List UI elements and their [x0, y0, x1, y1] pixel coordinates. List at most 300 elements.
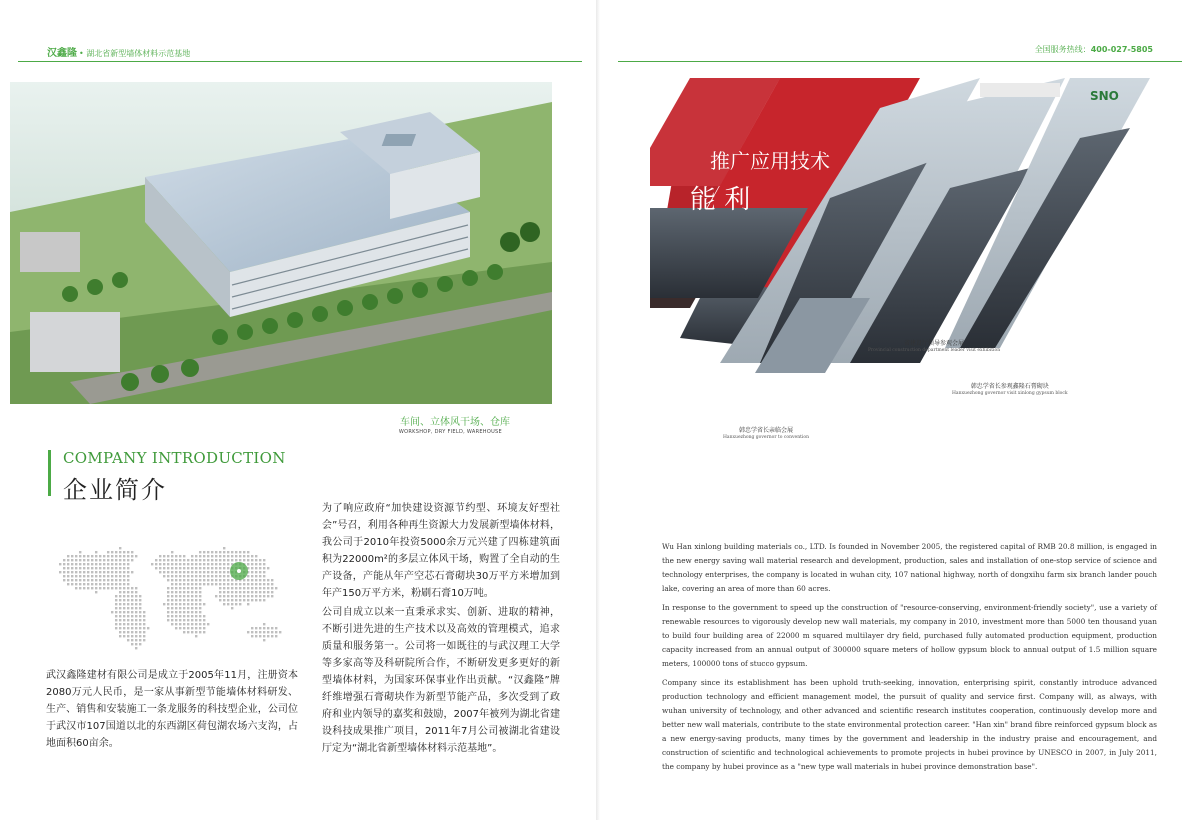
- map-dot: [71, 571, 73, 573]
- map-dot: [135, 635, 137, 637]
- map-dot: [255, 587, 257, 589]
- map-dot: [107, 555, 109, 557]
- map-dot: [263, 579, 265, 581]
- map-dot: [223, 575, 225, 577]
- map-dot: [167, 603, 169, 605]
- map-dot: [191, 595, 193, 597]
- photo-label-1: [868, 338, 1000, 353]
- map-dot: [135, 591, 137, 593]
- map-dot: [123, 599, 125, 601]
- map-dot: [171, 623, 173, 625]
- map-dot: [187, 571, 189, 573]
- map-dot: [115, 627, 117, 629]
- map-dot: [71, 555, 73, 557]
- map-dot: [135, 603, 137, 605]
- map-dot: [239, 599, 241, 601]
- map-dot: [243, 591, 245, 593]
- map-dot: [127, 603, 129, 605]
- map-dot: [235, 591, 237, 593]
- map-dot: [175, 575, 177, 577]
- map-dot: [255, 627, 257, 629]
- map-dot: [75, 587, 77, 589]
- map-dot: [223, 571, 225, 573]
- map-dot: [119, 615, 121, 617]
- map-dot: [199, 555, 201, 557]
- map-dot: [183, 571, 185, 573]
- section-title-cn: 企业简介: [63, 476, 167, 504]
- map-dot: [195, 615, 197, 617]
- map-dot: [223, 551, 225, 553]
- map-dot: [267, 595, 269, 597]
- map-dot: [115, 559, 117, 561]
- map-dot: [83, 579, 85, 581]
- map-dot: [207, 551, 209, 553]
- map-dot: [179, 607, 181, 609]
- map-dot: [231, 587, 233, 589]
- map-dot: [79, 583, 81, 585]
- map-dot: [199, 579, 201, 581]
- map-dot: [251, 571, 253, 573]
- map-dot: [131, 591, 133, 593]
- map-dot: [99, 555, 101, 557]
- map-dot: [199, 615, 201, 617]
- map-dot: [219, 599, 221, 601]
- map-dot: [115, 555, 117, 557]
- map-dot: [247, 631, 249, 633]
- map-dot: [107, 575, 109, 577]
- map-dot: [175, 603, 177, 605]
- map-dot: [123, 611, 125, 613]
- map-dot: [227, 583, 229, 585]
- map-dot: [191, 623, 193, 625]
- map-dot: [207, 559, 209, 561]
- map-dot: [243, 551, 245, 553]
- map-dot: [175, 579, 177, 581]
- map-dot: [127, 579, 129, 581]
- map-dot: [163, 603, 165, 605]
- map-dot: [199, 619, 201, 621]
- map-dot: [167, 555, 169, 557]
- map-dot: [235, 555, 237, 557]
- map-dot: [167, 591, 169, 593]
- map-dot: [211, 555, 213, 557]
- map-dot: [247, 595, 249, 597]
- map-dot: [183, 555, 185, 557]
- map-dot: [251, 595, 253, 597]
- map-dot: [271, 579, 273, 581]
- map-dot: [135, 555, 137, 557]
- map-dot: [179, 603, 181, 605]
- map-dot: [87, 583, 89, 585]
- map-dot: [119, 595, 121, 597]
- map-dot: [203, 571, 205, 573]
- map-dot: [175, 611, 177, 613]
- map-dot: [219, 551, 221, 553]
- map-dot: [251, 627, 253, 629]
- map-dot: [75, 571, 77, 573]
- map-dot: [175, 583, 177, 585]
- map-dot: [231, 607, 233, 609]
- map-dot: [83, 555, 85, 557]
- map-dot: [227, 591, 229, 593]
- map-dot: [87, 571, 89, 573]
- map-dot: [215, 579, 217, 581]
- map-dot: [263, 567, 265, 569]
- map-dot: [155, 563, 157, 565]
- map-dot: [255, 579, 257, 581]
- photo-label-2-en: Hanxuezhong governor visit xinlong gypsum block: [952, 391, 1068, 396]
- map-dot: [87, 567, 89, 569]
- map-dot: [255, 571, 257, 573]
- map-dot: [99, 563, 101, 565]
- map-dot: [119, 563, 121, 565]
- map-dot: [255, 599, 257, 601]
- map-dot: [71, 559, 73, 561]
- map-dot: [99, 559, 101, 561]
- map-dot: [119, 611, 121, 613]
- map-dot: [219, 563, 221, 565]
- map-dot: [127, 587, 129, 589]
- map-dot: [195, 595, 197, 597]
- map-dot: [87, 579, 89, 581]
- map-dot: [139, 615, 141, 617]
- map-dot: [227, 571, 229, 573]
- map-dot: [83, 559, 85, 561]
- map-dot: [167, 619, 169, 621]
- map-dot: [227, 555, 229, 557]
- map-dot: [203, 631, 205, 633]
- map-dot: [119, 551, 121, 553]
- map-dot: [183, 583, 185, 585]
- map-dot: [255, 595, 257, 597]
- map-dot: [155, 559, 157, 561]
- map-dot: [67, 563, 69, 565]
- map-dot: [95, 555, 97, 557]
- map-dot: [191, 611, 193, 613]
- map-dot: [91, 583, 93, 585]
- map-dot: [167, 579, 169, 581]
- photo-label-2: [952, 381, 1068, 396]
- map-dot: [195, 587, 197, 589]
- map-dot: [227, 595, 229, 597]
- map-dot: [111, 587, 113, 589]
- map-dot: [223, 555, 225, 557]
- map-dot: [223, 563, 225, 565]
- map-dot: [119, 635, 121, 637]
- map-dot: [115, 567, 117, 569]
- map-dot: [167, 575, 169, 577]
- map-dot: [99, 567, 101, 569]
- map-dot: [87, 587, 89, 589]
- map-dot: [227, 587, 229, 589]
- map-dot: [251, 567, 253, 569]
- map-dot: [143, 619, 145, 621]
- map-dot: [199, 583, 201, 585]
- map-dot: [259, 595, 261, 597]
- map-dot: [195, 607, 197, 609]
- map-dot: [223, 583, 225, 585]
- map-dot: [239, 603, 241, 605]
- hero-caption-en: WORKSHOP, DRY FIELD, WAREHOUSE: [398, 429, 502, 435]
- map-dot: [123, 555, 125, 557]
- map-dot: [235, 551, 237, 553]
- map-dot: [159, 571, 161, 573]
- map-dot: [183, 559, 185, 561]
- map-dot: [215, 563, 217, 565]
- map-dot: [199, 623, 201, 625]
- map-dot: [175, 563, 177, 565]
- map-dot: [255, 583, 257, 585]
- map-dot: [171, 583, 173, 585]
- photo-label-3: [723, 425, 809, 440]
- map-dot: [251, 579, 253, 581]
- map-dot: [87, 563, 89, 565]
- map-dot: [271, 587, 273, 589]
- map-dot: [167, 615, 169, 617]
- map-dot: [63, 567, 65, 569]
- map-dot: [139, 599, 141, 601]
- map-dot: [259, 559, 261, 561]
- map-dot: [67, 567, 69, 569]
- map-dot: [195, 567, 197, 569]
- map-dot: [155, 567, 157, 569]
- map-dot: [187, 623, 189, 625]
- map-dot: [231, 591, 233, 593]
- map-dot: [187, 615, 189, 617]
- map-dot: [259, 599, 261, 601]
- map-dot: [247, 587, 249, 589]
- map-dot: [219, 591, 221, 593]
- map-dot: [195, 591, 197, 593]
- map-dot: [131, 635, 133, 637]
- map-dot: [195, 563, 197, 565]
- map-dot: [111, 559, 113, 561]
- map-dot: [79, 567, 81, 569]
- map-dot: [179, 575, 181, 577]
- map-dot: [119, 567, 121, 569]
- map-dot: [99, 575, 101, 577]
- map-dot: [219, 579, 221, 581]
- map-dot: [103, 567, 105, 569]
- map-dot: [99, 583, 101, 585]
- map-dot: [207, 623, 209, 625]
- map-dot: [95, 551, 97, 553]
- map-dot: [203, 603, 205, 605]
- map-dot: [235, 559, 237, 561]
- map-dot: [223, 587, 225, 589]
- map-dot: [207, 583, 209, 585]
- map-dot: [199, 559, 201, 561]
- map-dot: [183, 619, 185, 621]
- map-dot: [119, 591, 121, 593]
- map-dot: [199, 563, 201, 565]
- map-dot: [115, 563, 117, 565]
- map-dot: [91, 587, 93, 589]
- map-dot: [275, 627, 277, 629]
- map-dot: [247, 583, 249, 585]
- map-dot: [211, 567, 213, 569]
- hero-caption-cn: 车间、立体风干场、仓库: [400, 417, 510, 428]
- map-dot: [127, 575, 129, 577]
- intro-paragraph-cn-3: 公司自成立以来一直秉承求实、创新、进取的精神，不断引进先进的生产技术以及高效的管理模式，追求质量和服务第一。公司将一如既往的与武汉理工大学等多家高等及科研院所合作，不断研发更多更好的新型墙体材料，为国家环保事业作出贡献。“汉鑫隆”牌纤维增强石膏砌块作为新型节能产品，多次受到了政府和业内领导的嘉奖和鼓励，2007年被列为湖北省建设科技成果推广项目，2011年7月公司被湖北省建设厅定为“湖北省新型墙体材料示范基地”。: [322, 607, 560, 754]
- map-dot: [179, 567, 181, 569]
- map-dot: [195, 611, 197, 613]
- map-dot: [135, 615, 137, 617]
- map-dot: [263, 639, 265, 641]
- map-dot: [59, 571, 61, 573]
- map-dot: [199, 599, 201, 601]
- map-dot: [247, 551, 249, 553]
- map-dot: [223, 591, 225, 593]
- map-dot: [75, 555, 77, 557]
- map-dot: [267, 579, 269, 581]
- map-dot: [103, 575, 105, 577]
- map-dot: [275, 587, 277, 589]
- map-dot: [135, 607, 137, 609]
- map-dot: [115, 623, 117, 625]
- map-dot: [187, 595, 189, 597]
- map-dot: [191, 555, 193, 557]
- map-dot: [171, 579, 173, 581]
- map-dot: [163, 575, 165, 577]
- map-dot: [247, 559, 249, 561]
- map-dot: [99, 587, 101, 589]
- map-dot: [179, 619, 181, 621]
- map-dot: [131, 555, 133, 557]
- map-dot: [235, 599, 237, 601]
- map-dot: [191, 579, 193, 581]
- map-dot: [143, 615, 145, 617]
- map-dot: [175, 555, 177, 557]
- map-dot: [167, 595, 169, 597]
- map-dot: [215, 555, 217, 557]
- map-dot: [91, 567, 93, 569]
- map-dot: [187, 575, 189, 577]
- map-dot: [183, 563, 185, 565]
- map-dot: [175, 627, 177, 629]
- intro-paragraph-cn-2: 为了响应政府“加快建设资源节约型、环境友好型社会”号召，利用各种再生资源大力发展新型墙体材料，我公司于2010年投资5000余万元兴建了四栋建筑面积为22000m²的多层立体风干场，购置了全自动的生产设备，产能从年产空芯石膏砌块30万平方米增加到年产150万平方米，粉刷石膏10万吨。: [322, 503, 560, 599]
- map-dot: [267, 583, 269, 585]
- map-dot: [171, 551, 173, 553]
- map-dot: [127, 555, 129, 557]
- map-dot: [215, 551, 217, 553]
- map-dot: [171, 611, 173, 613]
- map-dot: [175, 619, 177, 621]
- map-dot: [67, 571, 69, 573]
- map-dot: [239, 555, 241, 557]
- map-dot: [231, 595, 233, 597]
- map-dot: [95, 579, 97, 581]
- map-dot: [187, 579, 189, 581]
- map-dot: [123, 603, 125, 605]
- map-dot: [67, 583, 69, 585]
- map-dot: [203, 559, 205, 561]
- map-dot: [207, 563, 209, 565]
- map-dot: [183, 567, 185, 569]
- map-dot: [87, 555, 89, 557]
- intro-column-en: [662, 540, 1157, 779]
- map-dot: [135, 627, 137, 629]
- map-dot: [263, 599, 265, 601]
- location-marker-center: [237, 569, 241, 573]
- map-dot: [127, 635, 129, 637]
- map-dot: [195, 619, 197, 621]
- map-dot: [131, 619, 133, 621]
- map-dot: [135, 587, 137, 589]
- map-dot: [119, 575, 121, 577]
- map-dot: [191, 599, 193, 601]
- map-dot: [139, 639, 141, 641]
- map-dot: [207, 575, 209, 577]
- map-dot: [119, 607, 121, 609]
- map-dot: [127, 571, 129, 573]
- map-dot: [171, 615, 173, 617]
- map-dot: [67, 575, 69, 577]
- photo-label-2-cn: 韩忠学省长参观鑫隆石膏砌块: [970, 383, 1049, 390]
- map-dot: [131, 587, 133, 589]
- map-dot: [203, 567, 205, 569]
- map-dot: [207, 567, 209, 569]
- map-dot: [179, 611, 181, 613]
- map-dot: [91, 571, 93, 573]
- map-dot: [175, 615, 177, 617]
- map-dot: [143, 631, 145, 633]
- map-dot: [199, 571, 201, 573]
- map-dot: [163, 571, 165, 573]
- map-dot: [167, 567, 169, 569]
- map-dot: [83, 583, 85, 585]
- map-dot: [271, 583, 273, 585]
- map-dot: [111, 563, 113, 565]
- map-dot: [167, 611, 169, 613]
- map-dot: [231, 599, 233, 601]
- map-dot: [131, 607, 133, 609]
- map-dot: [83, 571, 85, 573]
- map-dot: [207, 579, 209, 581]
- map-dot: [127, 567, 129, 569]
- map-dot: [75, 579, 77, 581]
- map-dot: [175, 623, 177, 625]
- map-dot: [187, 563, 189, 565]
- map-dot: [71, 583, 73, 585]
- map-dot: [135, 643, 137, 645]
- map-dot: [183, 611, 185, 613]
- map-dot: [195, 631, 197, 633]
- map-dot: [203, 615, 205, 617]
- map-dot: [127, 611, 129, 613]
- map-dot: [123, 623, 125, 625]
- map-dot: [163, 559, 165, 561]
- map-dot: [207, 555, 209, 557]
- map-dot: [247, 555, 249, 557]
- map-dot: [259, 579, 261, 581]
- map-dot: [227, 579, 229, 581]
- map-dot: [115, 619, 117, 621]
- map-dot: [247, 603, 249, 605]
- map-dot: [111, 579, 113, 581]
- map-dot: [115, 579, 117, 581]
- map-dot: [191, 567, 193, 569]
- map-dot: [111, 555, 113, 557]
- map-dot: [179, 591, 181, 593]
- map-dot: [255, 559, 257, 561]
- map-dot: [199, 611, 201, 613]
- map-dot: [243, 579, 245, 581]
- map-dot: [195, 599, 197, 601]
- map-dot: [195, 603, 197, 605]
- map-dot: [103, 587, 105, 589]
- map-dot: [99, 571, 101, 573]
